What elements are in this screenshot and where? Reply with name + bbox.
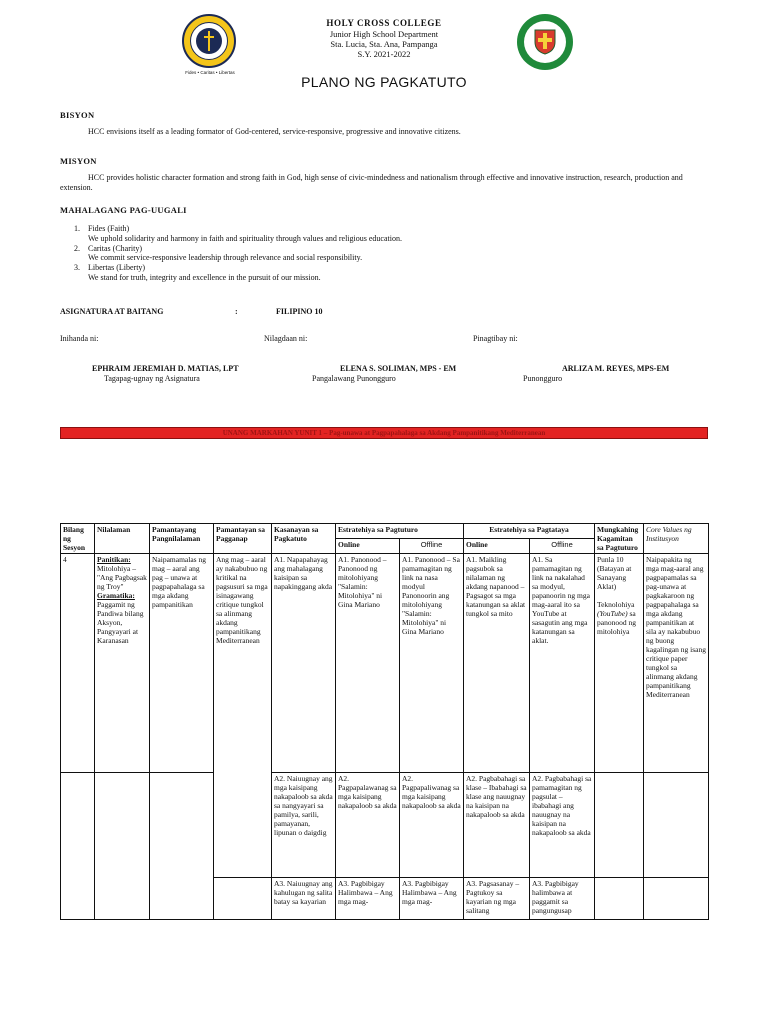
col-teaching-online: Online	[336, 539, 400, 554]
subject-label: ASIGNATURA AT BAITANG	[60, 307, 164, 316]
col-assessment-offline: Offline	[530, 539, 595, 554]
approved-by-name: ARLIZA M. REYES, MPS-EM	[562, 364, 670, 373]
col-teaching-offline: Offline	[400, 539, 464, 554]
cell-teaching-offline: A2. Pagpapaliwanag sa mga kaisipang nakapaloob sa akda	[400, 773, 464, 878]
subject-line	[60, 307, 700, 317]
cell-empty	[644, 878, 709, 920]
cell-teaching-online: A1. Panonood – Panonood ng mitolohiyang "Salamin: Mitolohiya" ni Gina Mariano	[336, 554, 400, 773]
cell-assessment-offline: A2. Pagbabahagi sa pamamagitan ng pagsulat – ibabahagi ang nauugnay na kaisipan na nakapaloob sa akda	[530, 773, 595, 878]
cell-empty	[595, 773, 644, 878]
learning-plan-table	[60, 523, 709, 920]
cross-icon	[204, 31, 214, 51]
school-year: S.Y. 2021-2022	[357, 49, 411, 60]
cell-assessment-online: A2. Pagbabahagi sa klase – Ibabahagi sa klase ang nauugnay na kaisipan na nakapaloob sa akda	[464, 773, 530, 878]
cell-assessment-offline: A3. Pagbibigay halimbawa at paggamit sa pangungusap	[530, 878, 595, 920]
cell-assessment-online: A3. Pagsasanay – Pagtukoy sa kayarian ng mga salitang	[464, 878, 530, 920]
literature-label: Panitikan:	[97, 555, 131, 564]
cell-competency: A2. Naiuugnay ang mga kaisipang nakapaloob sa akda sa nangyayari sa pamilya, sarili, pamayanan, lipunan o daigdig	[272, 773, 336, 878]
col-assessment-strategy: Estratehiya sa Pagtataya	[464, 524, 595, 539]
col-core-values: Core Values ng Institusyon	[644, 524, 709, 554]
cell-teaching-online: A3. Pagbibigay Halimbawa – Ang mga mag-	[336, 878, 400, 920]
cell-content-standard: Naipamamalas ng mag – aaral ang pag – unawa at pagpapahalaga sa mga akdang pampanitikan	[150, 554, 214, 773]
list-item-desc: We commit service-responsive leadership through relevance and social responsibility.	[88, 253, 363, 263]
logo-motto: Fides • Caritas • Libertas	[185, 70, 235, 75]
col-teaching-strategy: Estratehiya sa Pagtuturo	[336, 524, 464, 539]
cell-session: 4	[61, 554, 95, 773]
grammar-text: Paggamit ng Pandiwa bilang Aksyon, Pangyayari at Karanasan	[97, 600, 144, 645]
col-assessment-online: Online	[464, 539, 530, 554]
noted-by-label: Nilagdaan ni:	[264, 334, 308, 343]
cell-empty	[214, 878, 272, 920]
school-header	[284, 18, 484, 59]
school-seal-right	[517, 14, 573, 70]
literature-text: Mitolohiya – "Ang Pagbagsak ng Troy"	[97, 564, 147, 591]
cell-content	[95, 554, 150, 773]
cell-teaching-online: A2. Pagpapalawanag sa mga kaisipang nakapaloob sa akda	[336, 773, 400, 878]
noted-by-name: ELENA S. SOLIMAN, MPS - EM	[340, 364, 457, 373]
subject-value: FILIPINO 10	[276, 307, 323, 316]
cell-empty	[61, 773, 95, 920]
document-title: PLANO NG PAGKATUTO	[301, 74, 467, 90]
col-content-standard: Pamantayang Pangnilalaman	[150, 524, 214, 554]
shield-icon	[534, 29, 556, 55]
list-item: 1. Fides (Faith)	[74, 224, 130, 233]
col-performance-standard: Pamantayan sa Pagganap	[214, 524, 272, 554]
unit-banner: UNANG MARKAHAN YUNIT 1 – Pag-unawa at Pagpapahalaga sa Akdang Pampanitikang Mediterranean	[60, 427, 708, 439]
col-learning-competency: Kasanayan sa Pagkatuto	[272, 524, 336, 554]
cell-empty	[644, 773, 709, 878]
core-values-list	[74, 224, 694, 283]
cell-core-values: Naipapakita ng mga mag-aaral ang pagpapamalas sa pag-unawa at pagkakaroon ng pagpapahalaga sa mga akdang pampanitikan at sila ay nakabubuo ng buong kagalingan ng isang critique paper tungkol sa alinmang akdang pampanitikang Mediterranean	[644, 554, 709, 773]
approved-by-role: Punongguro	[523, 374, 563, 383]
school-name: HOLY CROSS COLLEGE	[326, 18, 442, 28]
cell-teaching-offline: A1. Panonood – Sa pamamagitan ng link na nasa modyul Panonoorin ang mitolohiyang "Salamin: Mitolohiya" ni Gina Mariano	[400, 554, 464, 773]
core-values-heading: MAHALAGANG PAG-UUGALI	[60, 205, 187, 215]
approved-by-label: Pinagtibay ni:	[473, 334, 518, 343]
prepared-by-label: Inihanda ni:	[60, 334, 99, 343]
vision-text: HCC envisions itself as a leading formator of God-centered, service-responsive, progressive and innovative citizens.	[88, 127, 461, 136]
cell-assessment-online: A1. Maikling pagsubok sa nilalaman ng akdang napanood – Pagsagot sa mga katanungan sa aklat tungkol sa mito	[464, 554, 530, 773]
cell-competency: A1. Napapahayag ang mahalagang kaisipan sa napakinggang akda	[272, 554, 336, 773]
col-session: Bilang ng Sesyon	[61, 524, 95, 554]
cell-empty	[95, 773, 150, 920]
list-item-desc: We uphold solidarity and harmony in faith and spirituality through values and religious education.	[88, 233, 402, 243]
noted-by-role: Pangalawang Punongguro	[312, 374, 396, 383]
vision-heading: BISYON	[60, 110, 95, 120]
table-row	[61, 773, 709, 878]
cell-teaching-offline: A3. Pagbibigay Halimbawa – Ang mga mag-	[400, 878, 464, 920]
school-logo-left	[182, 14, 236, 68]
table-row	[61, 554, 709, 773]
cell-competency: A3. Naiuugnay ang kahulugan ng salita batay sa kayarian	[272, 878, 336, 920]
grammar-label: Gramatika:	[97, 591, 135, 600]
col-content: Nilalaman	[95, 524, 150, 554]
list-item-desc: We stand for truth, integrity and excellence in the pursuit of our mission.	[88, 272, 321, 282]
list-item: 2. Caritas (Charity)	[74, 243, 142, 253]
department: Junior High School Department	[329, 28, 439, 39]
cell-materials: Punla 10 (Batayan at Sanayang Aklat) Teknolohiya (YouTube) sa panonood ng mitolohiya	[595, 554, 644, 773]
cell-empty	[150, 773, 214, 920]
address: Sta. Lucia, Sta. Ana, Pampanga	[330, 38, 438, 49]
cell-empty	[595, 878, 644, 920]
col-materials: Mungkahing Kagamitan sa Pagtuturo	[595, 524, 644, 554]
cell-performance-standard: Ang mag – aaral ay nakabubuo ng kritikal na pagsusuri sa mga isinagawang critique tungkol sa alinmang akdang pampanitikang Mediterranean	[214, 554, 272, 878]
subject-colon: :	[235, 307, 238, 316]
cell-assessment-offline: A1. Sa pamamagitan ng link na nakalahad sa modyul, papanoorin ng mga mag-aaral ito sa YouTube at sasagutin ang mga katanungan sa aklat.	[530, 554, 595, 773]
list-item: 3. Libertas (Liberty)	[74, 263, 146, 272]
mission-heading: MISYON	[60, 156, 97, 166]
mission-text: HCC provides holistic character formation and strong faith in God, high sense of civic-mindedness and nationalism through effective and innovative instruction, research, production and extension.	[60, 173, 683, 192]
prepared-by-name: EPHRAIM JEREMIAH D. MATIAS, LPT	[92, 364, 239, 373]
prepared-by-role: Tagapag-ugnay ng Asignatura	[104, 374, 200, 383]
table-header-row	[61, 524, 709, 539]
